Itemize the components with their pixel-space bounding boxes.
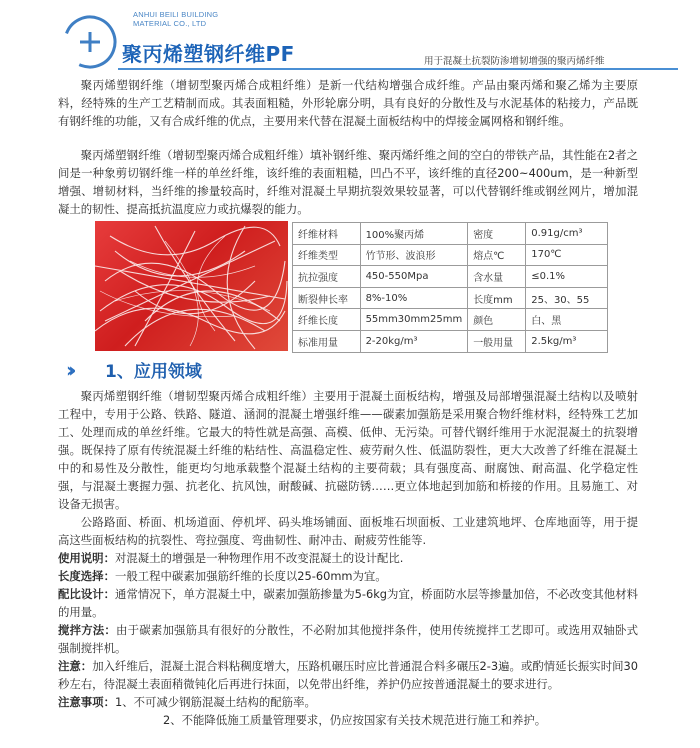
spec-value: 2-20kg/m³ [360, 330, 468, 352]
spec-table [292, 222, 608, 353]
note-label: 注意： [58, 659, 93, 673]
spec-key: 含水量 [468, 266, 526, 288]
usage-label: 使用说明： [58, 551, 115, 565]
double-chevron-right-icon: ›› [66, 358, 71, 382]
note-text: 加入纤维后，混凝土混合料粘稠度增大，压路机碾压时应比普通混合料多碾压2-3遍。或酌情延长振实时间30秒左右，待混凝土表面稍微钝化后再进行抹面，以免带出纤维，养护仍应按普通混凝土的要求进行。 [58, 659, 638, 691]
spec-key: 纤维材料 [293, 223, 361, 245]
spec-row [293, 287, 608, 309]
intro-paragraph-2: 聚丙烯塑钢纤维（增韧型聚丙烯合成粗纤维）填补钢纤维、聚丙烯纤维之间的空白的带铁产品，其性能在2者之间是一种象剪切钢纤维一样的单丝纤维，该纤维的表面粗糙，凹凸不平，该纤维的直径200~400um，是一种新型增强、增韧材料，当纤维的掺量较高时，纤维对混凝土早期抗裂效果较显著，可以代替钢纤维或钢丝网片，增加混凝土的韧性、提高抵抗温度应力或抗爆裂的能力。 [58, 148, 638, 216]
spec-value: 450-550Mpa [360, 266, 468, 288]
spec-key: 一般用量 [468, 330, 526, 352]
spec-row [293, 244, 608, 266]
section-title: 1、应用领域 [105, 362, 202, 382]
company-logo-icon [62, 14, 118, 70]
mix-row [58, 585, 638, 621]
company-name-line2: MATERIAL CO., LTD [133, 19, 207, 28]
spec-row [293, 266, 608, 288]
length-row [58, 567, 638, 585]
item-1: 1、不可减少钢筋混凝土结构的配筋率。 [114, 695, 316, 709]
length-text: 一般工程中碳素加强筋纤维的长度以25-60mm为宜。 [114, 569, 387, 583]
company-name [133, 10, 218, 28]
spec-value: 25、30、55 [526, 287, 608, 309]
length-label: 长度选择： [58, 569, 115, 583]
application-paragraph-2: 公路路面、桥面、机场道面、停机坪、码头堆场铺面、面板堆石坝面板、工业建筑地坪、仓库地面等，用于提高这些面板结构的抗裂性、弯拉强度、弯曲韧性、耐冲击、耐疲劳性能等. [58, 515, 638, 547]
page-title: 聚丙烯塑钢纤维PF [122, 42, 295, 66]
spec-key: 纤维长度 [293, 309, 361, 331]
product-photo [95, 221, 288, 351]
items-label: 注意事项： [58, 695, 115, 709]
spec-key: 标准用量 [293, 330, 361, 352]
spec-key: 熔点℃ [468, 244, 526, 266]
spec-value: 白、黑 [526, 309, 608, 331]
usage-row [58, 549, 638, 567]
spec-row [293, 330, 608, 352]
company-name-line1: ANHUI BEILI BUILDING [133, 10, 219, 19]
section-body [58, 387, 638, 729]
application-paragraph-1: 聚丙烯塑钢纤维（增韧型聚丙烯合成粗纤维）主要用于混凝土面板结构，增强及局部增强混凝土结构以及喷射工程中，专用于公路、铁路、隧道、涵洞的混凝土增强纤维——碳素加强筋是采用聚合物纤维材料，经特殊工艺加工、处理而成的单丝纤维。它最大的特性就是高强、高模、低伸、无污染。可替代钢纤维用于水泥混凝土的抗裂增强。既保持了原有传统混凝土纤维的粘结性、高温稳定性、疲劳耐久性、低温防裂性，更大大改善了纤维在混凝土中的和易性及分散性，能更均匀地承载整个混凝土结构的主要荷载；具有强度高、耐腐蚀、耐高温、化学稳定性强，与混凝土裹握力强、抗老化、抗风蚀，耐酸碱、抗磁防锈……更立体地起到加筋和桥接的作用。且易施工、对设备无损害。 [58, 389, 638, 511]
spec-key: 抗拉强度 [293, 266, 361, 288]
items-row [58, 693, 638, 711]
spec-value: ≤0.1% [526, 266, 608, 288]
fiber-bundle-image [95, 221, 288, 351]
spec-key: 密度 [468, 223, 526, 245]
page-tagline: 用于混凝土抗裂防渗增韧增强的聚丙烯纤维 [424, 56, 605, 67]
stir-label: 搅拌方法： [58, 623, 117, 637]
spec-key: 断裂伸长率 [293, 287, 361, 309]
stir-row [58, 621, 638, 657]
spec-value: 竹节形、波浪形 [360, 244, 468, 266]
spec-row [293, 223, 608, 245]
spec-value: 170℃ [526, 244, 608, 266]
spec-key: 长度mm [468, 287, 526, 309]
header-divider [118, 68, 678, 70]
spec-value: 2.5kg/m³ [526, 330, 608, 352]
spec-key: 颜色 [468, 309, 526, 331]
usage-text: 对混凝土的增强是一种物理作用不改变混凝土的设计配比. [114, 551, 404, 565]
intro-paragraph-1: 聚丙烯塑钢纤维（增韧型聚丙烯合成粗纤维）是新一代结构增强合成纤维。产品由聚丙烯和聚乙烯为主要原料，经特殊的生产工艺精制而成。其表面粗糙，外形轮廓分明，具有良好的分散性及与水泥基体的粘接力，产品既有钢纤维的功能，又有合成纤维的优点，主要用来代替在混凝土面板结构中的焊接金属网格和钢纤维。 [58, 78, 638, 128]
mix-label: 配比设计： [58, 587, 116, 601]
spec-row [293, 309, 608, 331]
spec-value: 55mm30mm25mm [360, 309, 468, 331]
spec-value: 8%-10% [360, 287, 468, 309]
spec-value: 0.91g/cm³ [526, 223, 608, 245]
stir-text: 由于碳素加强筋具有很好的分散性，不必附加其他搅拌条件，使用传统搅拌工艺即可。或选用双轴卧式强制搅拌机。 [58, 623, 638, 655]
item-2: 2、不能降低施工质量管理要求，仍应按国家有关技术规范进行施工和养护。 [163, 713, 547, 727]
spec-key: 纤维类型 [293, 244, 361, 266]
mix-text: 通常情况下，单方混凝土中，碳素加强筋掺量为5-6kg为宜，桥面防水层等掺量加倍，不必改变其他材料的用量。 [58, 587, 638, 619]
spec-value: 100%聚丙烯 [360, 223, 468, 245]
note-row [58, 657, 638, 693]
